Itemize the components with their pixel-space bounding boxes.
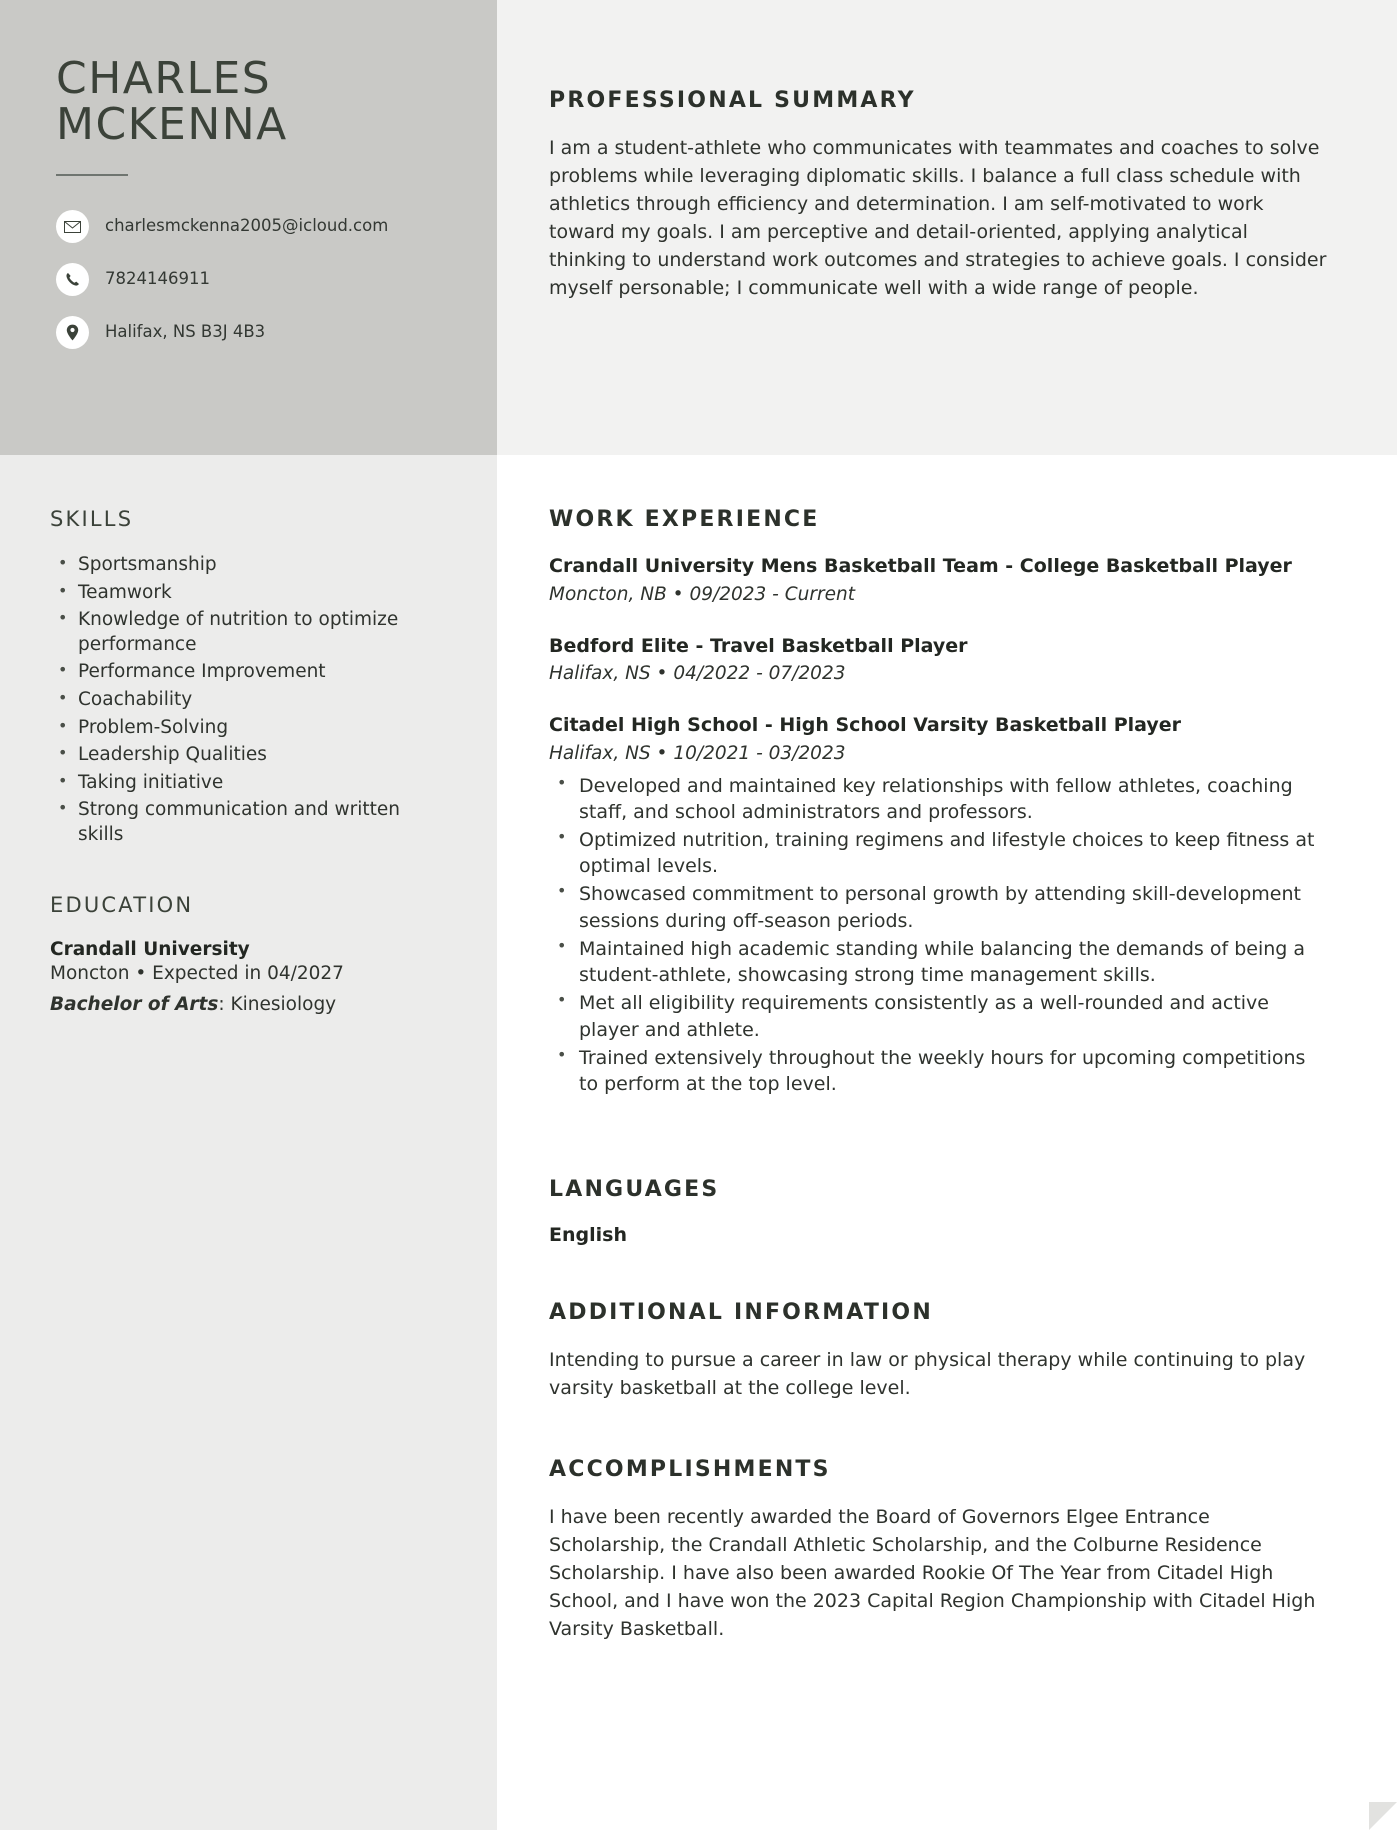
list-item: • Problem-Solving [50,716,441,741]
work-entry [549,554,1329,608]
work-entry-title: Citadel High School - High School Varsity Basketball Player [549,714,1182,737]
last-name: MCKENNA [56,99,288,151]
page-corner-fold [1369,1802,1397,1830]
contact-address-value: Halifax, NS B3J 4B3 [105,322,266,342]
phone-icon [56,263,89,296]
list-item: • Strong communication and written skills [50,798,441,847]
education-degree [50,994,441,1015]
work-entry-title: Bedford Elite - Travel Basketball Player [549,634,968,657]
work-heading: WORK EXPERIENCE [549,507,820,532]
list-item: • Developed and maintained key relationships with fellow athletes, coaching staff, and school administrators and professors. [549,773,1329,825]
work-entry-meta: Moncton, NB • 09/2023 - Current [549,583,855,605]
additional-info-text: Intending to pursue a career in law or physical therapy while continuing to play varsity basketball at the college level. [549,1349,1306,1400]
contact-phone [56,263,441,296]
accomplishments-text: I have been recently awarded the Board of Governors Elgee Entrance Scholarship, the Crandall Athletic Scholarship, and the Colburne Residence Scholarship. I have also been awarded Rookie Of The Year from Citadel High School, and I have won the 2023 Capital Region Championship with Citadel High Varsity Basketball. [549,1506,1316,1640]
accomplishments-heading: ACCOMPLISHMENTS [549,1457,831,1483]
skills-heading: SKILLS [50,507,134,531]
education-degree-field: : Kinesiology [218,993,337,1015]
additional-info-heading: ADDITIONAL INFORMATION [549,1300,933,1326]
contact-phone-value: 7824146911 [105,269,210,289]
summary-section [497,0,1397,455]
spacer [50,851,441,893]
list-item: • Leadership Qualities [50,743,441,768]
first-name: CHARLES [56,53,272,104]
page-title [56,53,441,151]
education-school: Crandall University [50,938,250,960]
skills-list [50,553,441,848]
spacer [549,1123,1329,1177]
sidebar-body [0,455,497,1055]
envelope-icon [56,210,89,243]
work-entry [549,713,1329,1097]
work-entry-meta: Halifax, NS • 10/2021 - 03/2023 [549,742,846,764]
list-item: • Coachability [50,688,441,713]
map-pin-icon [56,316,89,349]
contact-email [56,210,441,243]
list-item: • Optimized nutrition, training regimens and lifestyle choices to keep fitness at optimal levels. [549,827,1329,879]
list-item: • Teamwork [50,581,441,606]
list-item: • Showcased commitment to personal growth by attending skill-development sessions during off-season periods. [549,881,1329,933]
languages-heading: LANGUAGES [549,1177,720,1203]
summary-heading: PROFESSIONAL SUMMARY [549,88,916,113]
list-item: • Sportsmanship [50,553,441,578]
work-entry [549,634,1329,688]
contact-email-value: charlesmckenna2005@icloud.com [105,216,389,236]
name-header [0,0,497,455]
education-heading: EDUCATION [50,892,194,917]
work-entry-title: Crandall University Mens Basketball Team - College Basketball Player [549,555,1292,577]
main-lower [497,455,1397,1704]
education-detail: Moncton • Expected in 04/2027 [50,962,344,984]
list-item: • Trained extensively throughout the weekly hours for upcoming competitions to perform at the top level. [549,1045,1329,1097]
education-degree-label: Bachelor of Arts [50,993,219,1015]
list-item: • Met all eligibility requirements consistently as a well-rounded and active player and athlete. [549,990,1329,1042]
language-item: English [549,1224,627,1247]
summary-text: I am a student-athlete who communicates with teammates and coaches to solve problems while leveraging diplomatic skills. I balance a full class schedule with athletics through efficiency and determination. I am self-motivated to work toward my goals. I am perceptive and detail-oriented, applying analytical thinking to understand work outcomes and strategies to achieve goals. I consider myself personable; I communicate well with a wide range of people. [549,137,1327,299]
work-entry-meta: Halifax, NS • 04/2022 - 07/2023 [549,663,846,685]
divider [56,174,128,176]
main-content [497,0,1397,1830]
work-entry-bullets [549,773,1329,1098]
list-item: • Knowledge of nutrition to optimize performance [50,608,441,657]
spacer [549,1403,1329,1457]
education-entry [50,939,441,1015]
sidebar [0,0,497,1830]
list-item: • Performance Improvement [50,660,441,685]
spacer [549,1246,1329,1300]
contact-address [56,316,441,349]
list-item: • Maintained high academic standing while balancing the demands of being a student-athlete, showcasing strong time management skills. [549,936,1329,988]
list-item: • Taking initiative [50,771,441,796]
